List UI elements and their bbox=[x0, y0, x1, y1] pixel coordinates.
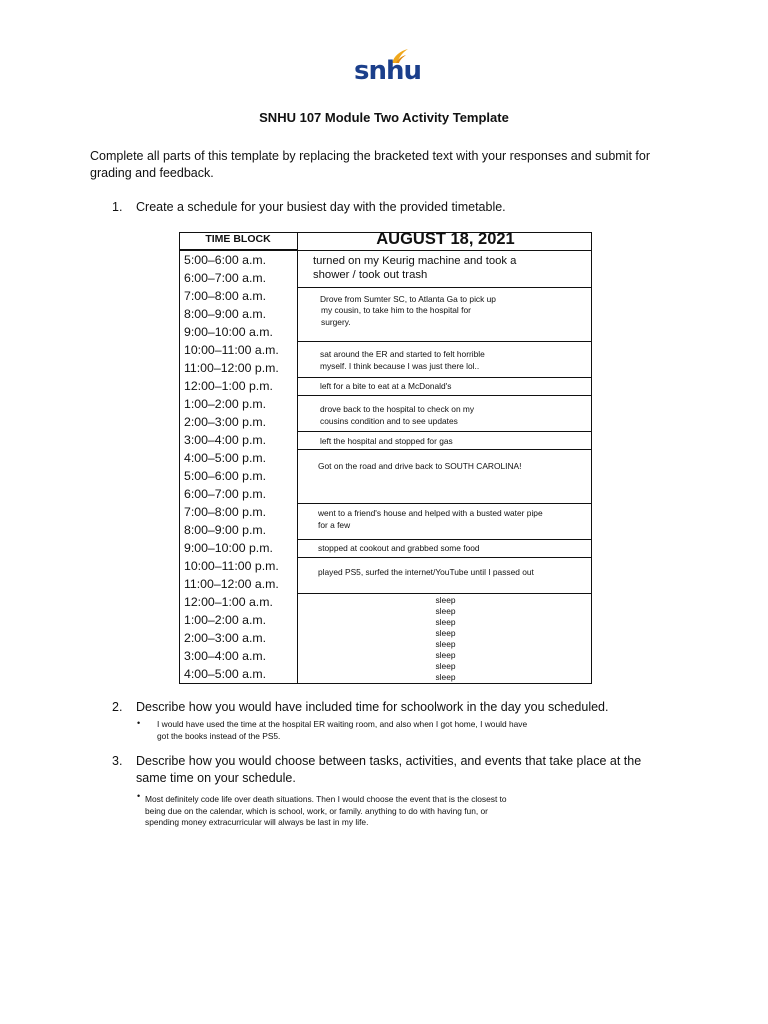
intro-line: Complete all parts of this template by replacing the bracketed text with your responses and submit for bbox=[90, 149, 651, 163]
answer-line: I would have used the time at the hospital ER waiting room, and also when I got home, I would have bbox=[157, 719, 528, 729]
sleep-entry: sleep bbox=[435, 650, 456, 660]
sleep-entries bbox=[299, 595, 592, 683]
question-text: Describe how you would have included time for schoolwork in the day you scheduled. bbox=[136, 700, 609, 714]
activity-line: for a few bbox=[318, 520, 351, 530]
activity-line: sat around the ER and started to felt horrible bbox=[320, 349, 485, 359]
sleep-entry: sleep bbox=[435, 672, 456, 682]
time-slot: 8:00–9:00 a.m. bbox=[184, 307, 267, 321]
activity-line: drove back to the hospital to check on my bbox=[320, 404, 475, 414]
answer-line: being due on the calendar, which is school, work, or family. anything to do with having fun, or bbox=[145, 805, 488, 816]
activity-line: my cousin, to take him to the hospital for bbox=[321, 305, 471, 316]
sleep-entry: sleep bbox=[435, 595, 456, 605]
activity-text bbox=[320, 403, 474, 427]
time-slot: 2:00–3:00 p.m. bbox=[184, 415, 267, 429]
intro-line: grading and feedback. bbox=[90, 166, 214, 180]
answer-line: Most definitely code life over death situations. Then I would choose the event that is the closest to bbox=[145, 794, 507, 804]
question-number: 1. bbox=[112, 200, 123, 214]
time-block-header: TIME BLOCK bbox=[205, 233, 271, 245]
time-slot: 3:00–4:00 p.m. bbox=[184, 433, 267, 447]
logo-wordmark: snhu bbox=[354, 56, 422, 86]
question-line: same time on your schedule. bbox=[136, 771, 296, 785]
activity-line: went to a friend's house and helped with a busted water pipe bbox=[318, 508, 543, 518]
answer-line: spending money extracurricular will always be last in my life. bbox=[145, 817, 369, 827]
time-slot: 1:00–2:00 p.m. bbox=[184, 397, 267, 411]
activity-text bbox=[318, 543, 480, 555]
date-header: AUGUST 18, 2021 bbox=[376, 230, 515, 248]
bullet-icon: • bbox=[137, 791, 141, 801]
time-slot: 9:00–10:00 a.m. bbox=[184, 325, 273, 339]
answer-3 bbox=[145, 794, 507, 829]
time-slot: 6:00–7:00 p.m. bbox=[184, 487, 267, 501]
time-slot: 11:00–12:00 p.m. bbox=[184, 361, 279, 375]
time-slot: 9:00–10:00 p.m. bbox=[184, 541, 273, 555]
question-number: 3. bbox=[112, 754, 123, 768]
time-slot: 5:00–6:00 p.m. bbox=[184, 469, 267, 483]
intro-text bbox=[90, 148, 690, 182]
question-text bbox=[136, 753, 641, 787]
answer-line: got the books instead of the PS5. bbox=[157, 730, 281, 741]
time-slot: 1:00–2:00 a.m. bbox=[184, 613, 267, 627]
time-slot: 10:00–11:00 a.m. bbox=[184, 343, 279, 357]
question-text: Create a schedule for your busiest day with the provided timetable. bbox=[136, 200, 506, 214]
snhu-logo bbox=[354, 48, 422, 88]
time-slot: 6:00–7:00 a.m. bbox=[184, 271, 267, 285]
activity-text bbox=[320, 436, 453, 448]
sleep-entry: sleep bbox=[435, 661, 456, 671]
activity-line: Got on the road and drive back to SOUTH CAROLINA! bbox=[318, 461, 522, 471]
activity-text bbox=[318, 567, 534, 579]
time-slot: 8:00–9:00 p.m. bbox=[184, 523, 267, 537]
time-slot: 4:00–5:00 a.m. bbox=[184, 667, 267, 681]
activity-text bbox=[318, 507, 543, 531]
sleep-entry: sleep bbox=[435, 606, 456, 616]
time-slot: 3:00–4:00 a.m. bbox=[184, 649, 267, 663]
sleep-entry: sleep bbox=[435, 628, 456, 638]
activity-line: stopped at cookout and grabbed some food bbox=[318, 543, 480, 553]
time-slot: 4:00–5:00 p.m. bbox=[184, 451, 267, 465]
activity-text bbox=[318, 461, 521, 473]
time-slot: 7:00–8:00 a.m. bbox=[184, 289, 267, 303]
activity-line: Drove from Sumter SC, to Atlanta Ga to pick up bbox=[320, 294, 496, 304]
question-line: Describe how you would choose between tasks, activities, and events that take place at the bbox=[136, 754, 642, 768]
activity-line: left the hospital and stopped for gas bbox=[320, 436, 453, 446]
activity-line: played PS5, surfed the internet/YouTube until I passed out bbox=[318, 567, 534, 577]
activity-text bbox=[320, 294, 496, 328]
activity-line: myself. I think because I was just there lol.. bbox=[320, 360, 480, 371]
activity-text bbox=[313, 254, 516, 282]
question-number: 2. bbox=[112, 700, 123, 714]
time-slot: 10:00–11:00 p.m. bbox=[184, 559, 279, 573]
timetable bbox=[179, 232, 592, 684]
activity-line: cousins condition and to see updates bbox=[320, 416, 458, 426]
time-slot: 12:00–1:00 a.m. bbox=[184, 595, 273, 609]
time-slot: 11:00–12:00 a.m. bbox=[184, 577, 279, 591]
activity-text bbox=[320, 349, 485, 372]
time-slot: 7:00–8:00 p.m. bbox=[184, 505, 267, 519]
time-slot: 5:00–6:00 a.m. bbox=[184, 253, 267, 267]
activity-line: turned on my Keurig machine and took a bbox=[313, 255, 517, 267]
time-slot: 12:00–1:00 p.m. bbox=[184, 379, 273, 393]
activity-line: shower / took out trash bbox=[313, 269, 428, 281]
bullet-icon: • bbox=[137, 718, 141, 728]
time-slot: 2:00–3:00 a.m. bbox=[184, 631, 267, 645]
activity-text bbox=[320, 381, 451, 393]
activity-cell bbox=[297, 449, 592, 504]
answer-2 bbox=[157, 719, 527, 742]
activity-line: left for a bite to eat at a McDonald's bbox=[320, 381, 452, 391]
activity-line: surgery. bbox=[321, 316, 351, 327]
sleep-entry: sleep bbox=[435, 639, 456, 649]
sleep-entry: sleep bbox=[435, 617, 456, 627]
page-title: SNHU 107 Module Two Activity Template bbox=[259, 110, 509, 125]
